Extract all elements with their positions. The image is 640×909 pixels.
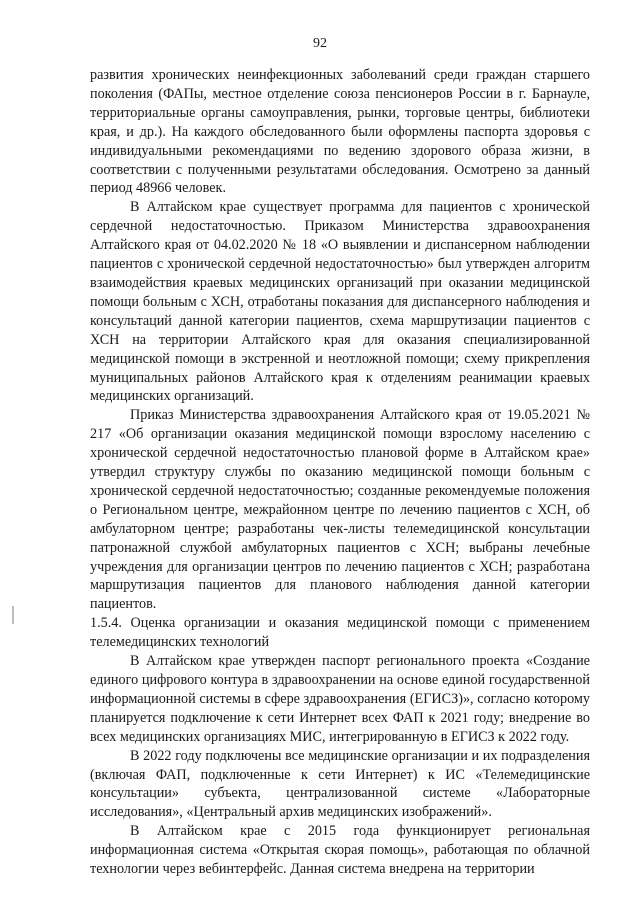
paragraph-continuation: развития хронических неинфекционных заболеваний среди граждан старшего поколения (ФАПы, местное отделение союза пенсионеров России в г. Барнауле, территориальные органы самоуправления, рынки, торговые центры, библиотеки края, и др.). На каждого обследованного были оформлены паспорта здоровья с индивидуальными рекомендациями по ведению здорового образа жизни, в соответствии с полученными результатами обследования. Осмотрено за данный период 48966 человек. [90, 67, 590, 197]
paragraph-open-ambulance: В Алтайском крае с 2015 года функционирует региональная информационная система «Открытая скорая помощь», работающая по облачной технологии через вебинтерфейс. Данная система внедрена на территории [90, 823, 590, 878]
paragraph-order-217: Приказ Министерства здравоохранения Алтайского края от 19.05.2021 № 217 «Об организации оказания медицинской помощи взрослому населению с хронической сердечной недостаточностью плановой форме в Алтайском крае» утвердил структуру службы по оказанию медицинской помощи больным с хронической сердечной недостаточностью; созданные рекомендуемые положения о Региональном центре, межрайонном центре по лечению пациентов с ХСН, об амбулаторном центре; разработаны чек-листы телемедицинской консультации патронажной службой амбулаторных пациентов с ХСН; выбраны лечебные учреждения для организации центров по лечению пациентов с ХСН; разработана маршрутизация пациентов для планового наблюдения данной категории пациентов. [90, 407, 590, 613]
paragraph-2022-connections: В 2022 году подключены все медицинские организации и их подразделения (включая ФАП, подключенные к сети Интернет) к ИС «Телемедицинские консультации» субъекта, централизованной системе «Лабораторные исследования», «Центральный архив медицинских изображений». [90, 747, 590, 821]
paragraph-heart-failure-program: В Алтайском крае существует программа для пациентов с хронической сердечной недостаточностью. Приказом Министерства здравоохранения Алтайского края от 04.02.2020 № 18 «О выявлении и диспансерном наблюдении пациентов с хронической сердечной недостаточностью» был утвержден алгоритм взаимодействия краевых медицинских организаций при оказании медицинской помощи больным с ХСН, отработаны показания для диспансерного наблюдения и консультаций данной категории пациентов, схема маршрутизации пациентов с ХСН на территории Алтайского края для оказания специализированной медицинской помощи в экстренной и неотложной помощи; схему прикрепления муниципальных районов Алтайского края к отделениям реанимации краевых медицинских организаций. [90, 199, 590, 405]
page-number: 92 [313, 36, 327, 51]
scan-margin-mark [12, 606, 14, 624]
section-heading: 1.5.4. Оценка организации и оказания медицинской помощи с применением телемедицинских технологий [90, 615, 590, 651]
paragraph-egisz-project: В Алтайском крае утвержден паспорт регионального проекта «Создание единого цифрового контура в здравоохранении на основе единой государственной информационной системы в сфере здравоохранения (ЕГИСЗ)», согласно которому планируется подключение к сети Интернет всех ФАП к 2021 году; внедрение во всех медицинских организациях МИС, интегрированную в ЕГИСЗ к 2022 году. [90, 653, 590, 745]
page-body [90, 66, 590, 879]
